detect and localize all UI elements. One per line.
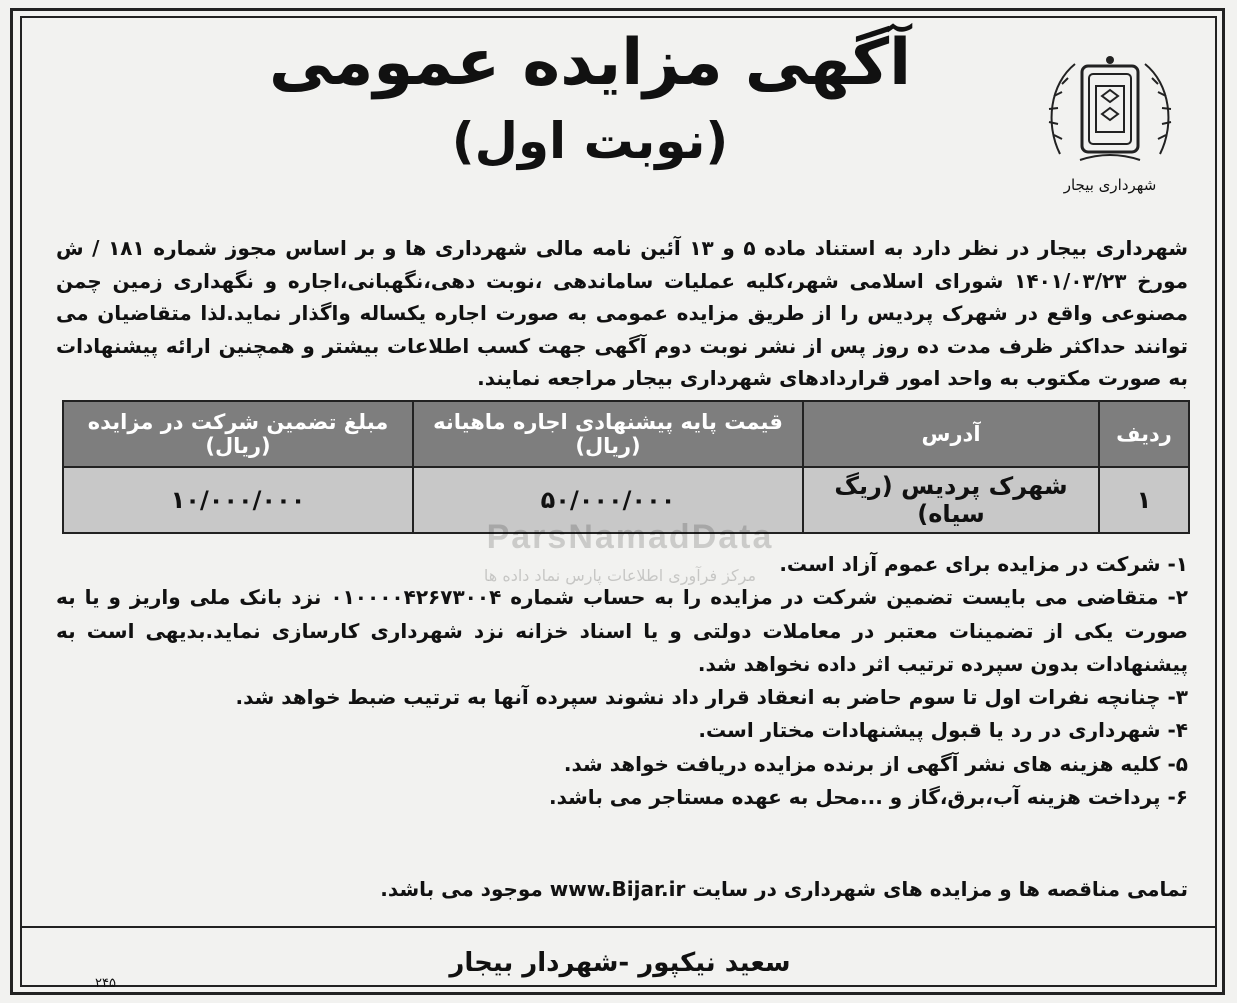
page-title: آگهی مزایده عمومی xyxy=(269,26,911,100)
footer-divider xyxy=(20,926,1217,928)
term-item: ۲- متقاضی می بایست تضمین شرکت در مزایده را به حساب شماره ۰۱۰۰۰۰۴۲۶۷۳۰۰۴ نزد بانک ملی واریز و یا به صورت یکی از تضمینات معتبر در معاملات دولتی و یا اسناد خزانه نزد شهرداری کارسازی نماید.بدیهی است به پیشنهادات بدون سپرده ترتیب اثر داده نخواهد شد. xyxy=(56,585,1188,676)
auction-table xyxy=(62,400,1190,534)
logo-caption: شهرداری بیجار xyxy=(1063,176,1157,194)
page-subtitle: (نوبت اول) xyxy=(451,112,729,170)
table-header-row xyxy=(63,401,1189,467)
header-guarantee: مبلغ تضمین شرکت در مزایده (ریال) xyxy=(63,401,413,467)
signature: سعید نیکپور -شهردار بیجار xyxy=(449,948,791,978)
intro-paragraph: شهرداری بیجار در نظر دارد به استناد ماده ۵ و ۱۳ آئین نامه مالی شهرداری ها و بر اساس مجوز شماره ۱۸۱ / ش مورخ ۱۴۰۱/۰۳/۲۳ شورای اسلامی شهر،کلیه عملیات ساماندهی ،نوبت دهی،نگهبانی،اجاره و نگهداری زمین چمن مصنوعی واقع در شهرک پردیس را از طریق مزایده عمومی به صورت اجاره یکساله واگذار نماید.لذا متقاضیان می توانند حداکثر ظرف مدت ده روز پس از نشر نوبت دوم آگهی جهت کسب اطلاعات بیشتر و همچنین ارائه پیشنهادات به صورت مکتوب به واحد امور قراردادهای شهرداری بیجار مراجعه نمایند. xyxy=(56,236,1189,391)
page-number: ۲۴۵ xyxy=(95,976,116,991)
term-item: ۴- شهرداری در رد یا قبول پیشنهادات مختار است. xyxy=(698,718,1188,743)
website-note: تمامی مناقصه ها و مزایده های شهرداری در سایت www.Bijar.ir موجود می باشد. xyxy=(380,877,1188,901)
term-item: ۶- پرداخت هزینه آب،برق،گاز و ...محل به عهده مستاجر می باشد. xyxy=(548,785,1188,810)
term-item: ۳- چنانچه نفرات اول تا سوم حاضر به انعقاد قرار داد نشوند سپرده آنها به ترتیب ضبط خواهد شد. xyxy=(235,685,1188,710)
header-row-number: ردیف xyxy=(1099,401,1189,467)
header-address: آدرس xyxy=(803,401,1099,467)
cell-address: شهرک پردیس (ریگ سیاه) xyxy=(803,467,1099,533)
cell-guarantee: ۱۰/۰۰۰/۰۰۰ xyxy=(63,467,413,533)
header-base-price: قیمت پایه پیشنهادی اجاره ماهیانه (ریال) xyxy=(413,401,803,467)
watermark-tagline: مرکز فرآوری اطلاعات پارس نماد داده ها xyxy=(483,566,757,585)
municipality-logo-icon xyxy=(1040,44,1180,184)
watermark-brand: ParsNamadData xyxy=(486,518,774,556)
term-item: ۵- کلیه هزینه های نشر آگهی از برنده مزایده دریافت خواهد شد. xyxy=(563,751,1188,776)
term-item: ۱- شرکت در مزایده برای عموم آزاد است. xyxy=(779,552,1188,576)
cell-row-number: ۱ xyxy=(1099,467,1189,533)
terms-list xyxy=(56,548,1188,814)
cell-base-price: ۵۰/۰۰۰/۰۰۰ xyxy=(413,467,803,533)
